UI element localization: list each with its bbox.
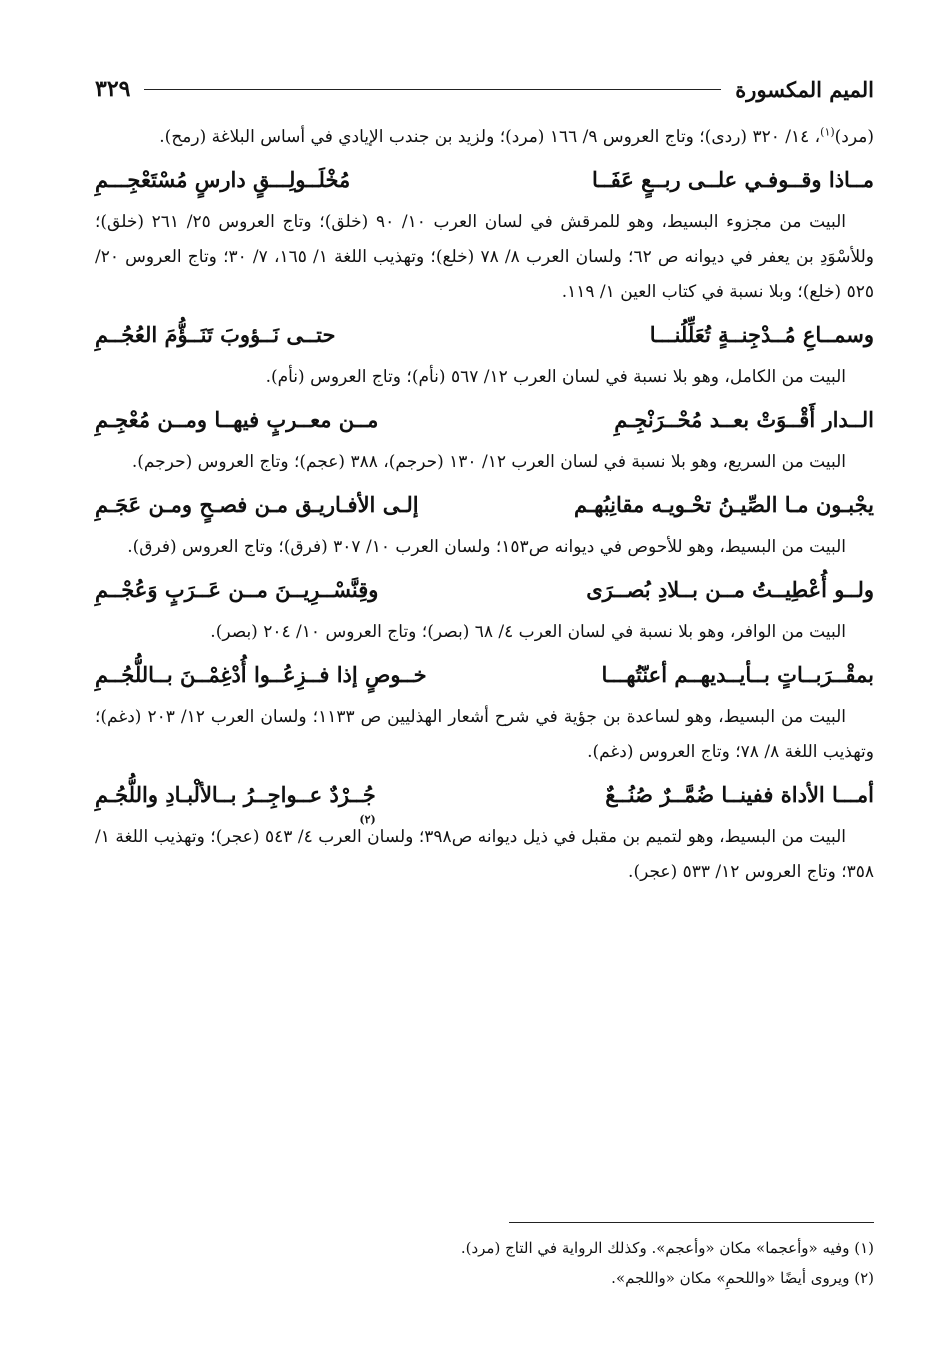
verse-first-hemistich: أمـــا الأداة ففينــا ضُمَّــرٌ صُنُــعٌ: [605, 782, 874, 807]
chapter-title: الميم المكسورة: [735, 76, 874, 102]
verse-first-hemistich: مــاذا وقــوفـي علــى ربــعٍ عَفَــا: [591, 167, 874, 192]
verse-second-hemistich: حتــى نَــؤوبَ تَنَــؤُّمَ العُجُــمِ: [95, 322, 336, 347]
running-header: [95, 72, 874, 106]
verse-line: [95, 650, 874, 700]
verse-line: [95, 395, 874, 445]
verse-line: [95, 155, 874, 205]
verse-line: [95, 565, 874, 615]
intro-text: (مرد): [834, 127, 874, 147]
verse-source-note: البيت من البسيط، وهو للأحوص في ديوانه ص١٥٣؛ ولسان العرب ١٠/ ٣٠٧ (فرق)؛ وتاج العروس (فرق).: [127, 537, 846, 557]
verse-source-note: البيت من البسيط، وهو لتميم بن مقبل في ذيل ديوانه ص٣٩٨؛ ولسان العرب ٤/ ٥٤٣ (عجر)؛ وتهذيب اللغة ١/ ٣٥٨؛ وتاج العروس ١٢/ ٥٣٣ (عجر).: [95, 827, 874, 882]
page-body: [95, 120, 874, 890]
verse-second-hemistich: وقِنَّسْــرِيــنَ مــن عَــرَبٍ وَعُجْــمِ: [95, 577, 379, 602]
verse-first-hemistich: الــدار أَقْــوَتْ بعــد مُحْــرَنْجِـمِ: [614, 407, 874, 432]
verse-first-hemistich: وسمــاعِ مُــدْجِنــةٍ تُعَلِّلُنـــا: [649, 322, 874, 347]
verse-line: [95, 480, 874, 530]
verse-source-note: البيت من الوافر، وهو بلا نسبة في لسان العرب ٤/ ٦٨ (بصر)؛ وتاج العروس ١٠/ ٢٠٤ (بصر).: [210, 622, 846, 642]
verse-source-note: البيت من البسيط، وهو لساعدة بن جؤية في شرح أشعار الهذليين ص ١١٣٣؛ ولسان العرب ١٢/ ٢٠٣ (دغم)؛ وتهذيب اللغة ٨/ ٧٨؛ وتاج العروس (دغم).: [95, 707, 874, 762]
verse-line: [95, 310, 874, 360]
verse-source-note: البيت من الكامل، وهو بلا نسبة في لسان العرب ١٢/ ٥٦٧ (نأم)؛ وتاج العروس (نأم).: [265, 367, 846, 387]
intro-rest: ، ١٤/ ٣٢٠ (ردى)؛ وتاج العروس ٩/ ١٦٦ (مرد)؛ ولزيد بن جندب الإيادي في أساس البلاغة (رمح).: [159, 127, 821, 147]
page-number: ٣٢٩: [95, 76, 131, 102]
verse-first-hemistich: يجْبـون مـا الصِّيـنُ تحْـويـه مقانِبُهـم: [573, 492, 874, 517]
verse-second-hemistich-text: جُــرْدٌ عــواجِــرُ بــالألْبـادِ واللُّجُـمِ: [95, 782, 376, 807]
verse-second-hemistich: جُــرْدٌ عــواجِــرُ بــالألْبـادِ واللُّجُـمِ (٢): [95, 770, 376, 820]
verse-source-note: البيت من مجزوء البسيط، وهو للمرقش في لسان العرب ١٠/ ٩٠ (خلق)؛ وتاج العروس ٢٥/ ٢٦١ (خلق)؛ وللأسْوَدِ بن يعفر في ديوانه ص ٦٢؛ ولسان العرب ٨/ ٧٨ (خلع)؛ وتهذيب اللغة ١/ ١٦٥، ٧/ ٣٠؛ وتاج العروس ٢٠/ ٥٢٥ (خلع)؛ وبلا نسبة في كتاب العين ١/ ١١٩.: [95, 212, 874, 302]
footnote-ref-1: (١): [820, 125, 835, 139]
verse-first-hemistich: ولــو أُعْطِيــتُ مــن بــلادِ بُصــرَى: [586, 577, 874, 602]
footnotes: [95, 1222, 874, 1293]
footnote-2: (٢) ويروى أيضًا «واللحمِ» مكان «واللجم».: [611, 1269, 874, 1287]
verse-second-hemistich: خــوصٍ إذا فــزِعُــوا أُدْغِمْــنَ بــاللُّجُــمِ: [95, 662, 427, 687]
verse-second-hemistich: إلـى الأفـاريـق مـن فصـحٍ ومـن عَجَـمِ: [95, 492, 419, 517]
header-rule: [144, 89, 721, 90]
footnote-1: (١) وفيه «وأعجما» مكان «وأعجم». وكذلك الرواية في التاج (مرد).: [460, 1239, 874, 1257]
verse-line: [95, 770, 874, 826]
intro-paragraph: [95, 120, 874, 155]
verse-source-note: البيت من السريع، وهو بلا نسبة في لسان العرب ١٢/ ١٣٠ (حرجم)، ٣٨٨ (عجم)؛ وتاج العروس (حرجم).: [131, 452, 846, 472]
verse-first-hemistich: بمقْــرَبــاتٍ بــأيــديهــم أعنّتُهـــا: [601, 662, 874, 687]
verse-second-hemistich: مُخْلَــولِـــقٍ دارسٍ مُسْتَعْجِـــمِ: [95, 167, 351, 192]
footnote-separator: [509, 1222, 874, 1223]
verse-second-hemistich: مــن معــربٍ فيهــا ومــن مُعْجِـمِ: [95, 407, 379, 432]
